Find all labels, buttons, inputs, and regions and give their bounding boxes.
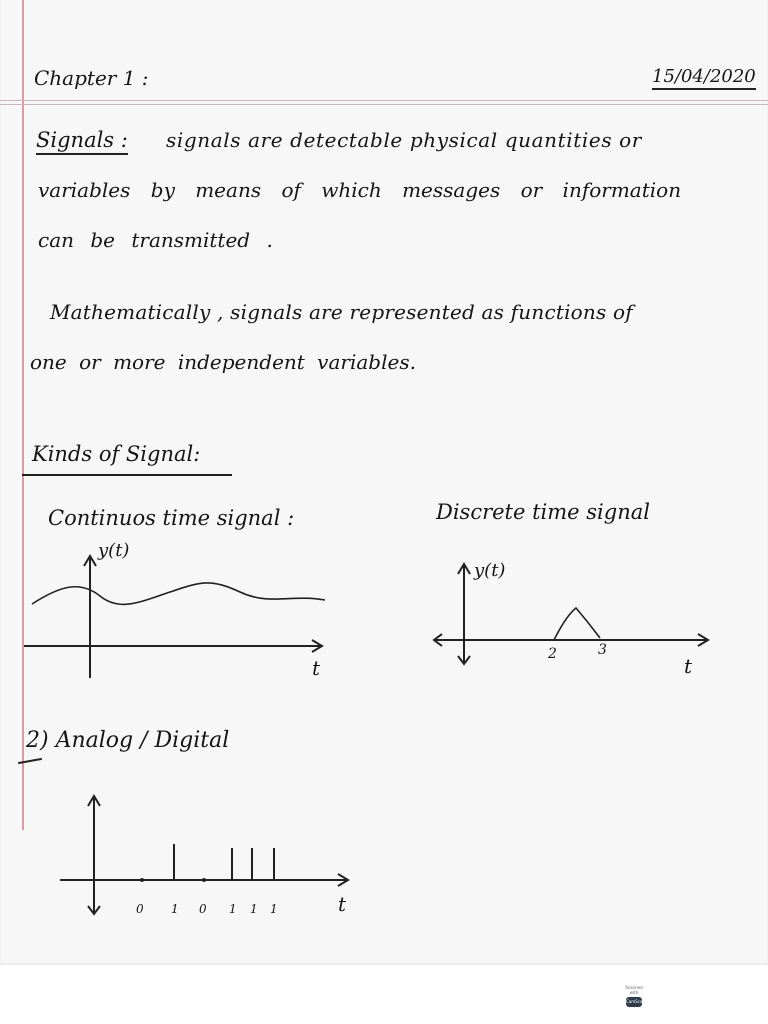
kinds-heading-underline: [22, 474, 232, 476]
header-rule: [0, 100, 768, 101]
scanned-with-text: Scanned with: [625, 985, 643, 995]
definition-line-2: variables by means of which messages or information: [38, 178, 682, 202]
discrete-pulse-shape: [554, 608, 600, 640]
discrete-label: Discrete time signal: [436, 500, 650, 524]
continuous-wave-curve: [32, 583, 325, 604]
continuous-label: Continuos time signal :: [48, 506, 295, 530]
camscanner-logo: CamScanner: [626, 997, 642, 1007]
bit-label-4: 1: [229, 902, 237, 916]
continuous-signal-plot: [20, 540, 340, 690]
bit-label-5: 1: [250, 902, 258, 916]
bit-label-1: 0: [136, 902, 144, 916]
discrete-x-label: t: [684, 654, 693, 678]
page-date: 15/04/2020: [652, 66, 756, 90]
discrete-tick-2: 2: [548, 646, 557, 662]
digital-point-0a: [140, 878, 144, 882]
math-line-1: Mathematically , signals are represented as functions of: [50, 300, 633, 324]
discrete-y-label: y(t): [474, 560, 506, 581]
bit-label-2: 1: [171, 902, 179, 916]
digital-point-0b: [202, 878, 206, 882]
bit-label-6: 1: [270, 902, 278, 916]
margin-line: [22, 0, 24, 830]
digital-signal-plot: [50, 790, 360, 920]
bit-label-3: 0: [199, 902, 207, 916]
discrete-tick-3: 3: [598, 642, 607, 658]
kinds-heading: Kinds of Signal:: [32, 442, 201, 466]
digital-x-label: t: [338, 892, 347, 916]
analog-digital-heading: 2) Analog / Digital: [26, 728, 230, 753]
continuous-x-label: t: [312, 656, 321, 680]
definition-line-3: can be transmitted .: [38, 228, 273, 252]
signals-term: Signals :: [36, 128, 128, 155]
camscanner-badge: [623, 985, 652, 1015]
definition-line-1: signals are detectable physical quantities or: [166, 128, 642, 152]
chapter-title: Chapter 1 :: [34, 66, 149, 90]
continuous-y-label: y(t): [98, 540, 130, 561]
math-line-2: one or more independent variables.: [30, 350, 416, 374]
header-rule-2: [0, 104, 768, 105]
